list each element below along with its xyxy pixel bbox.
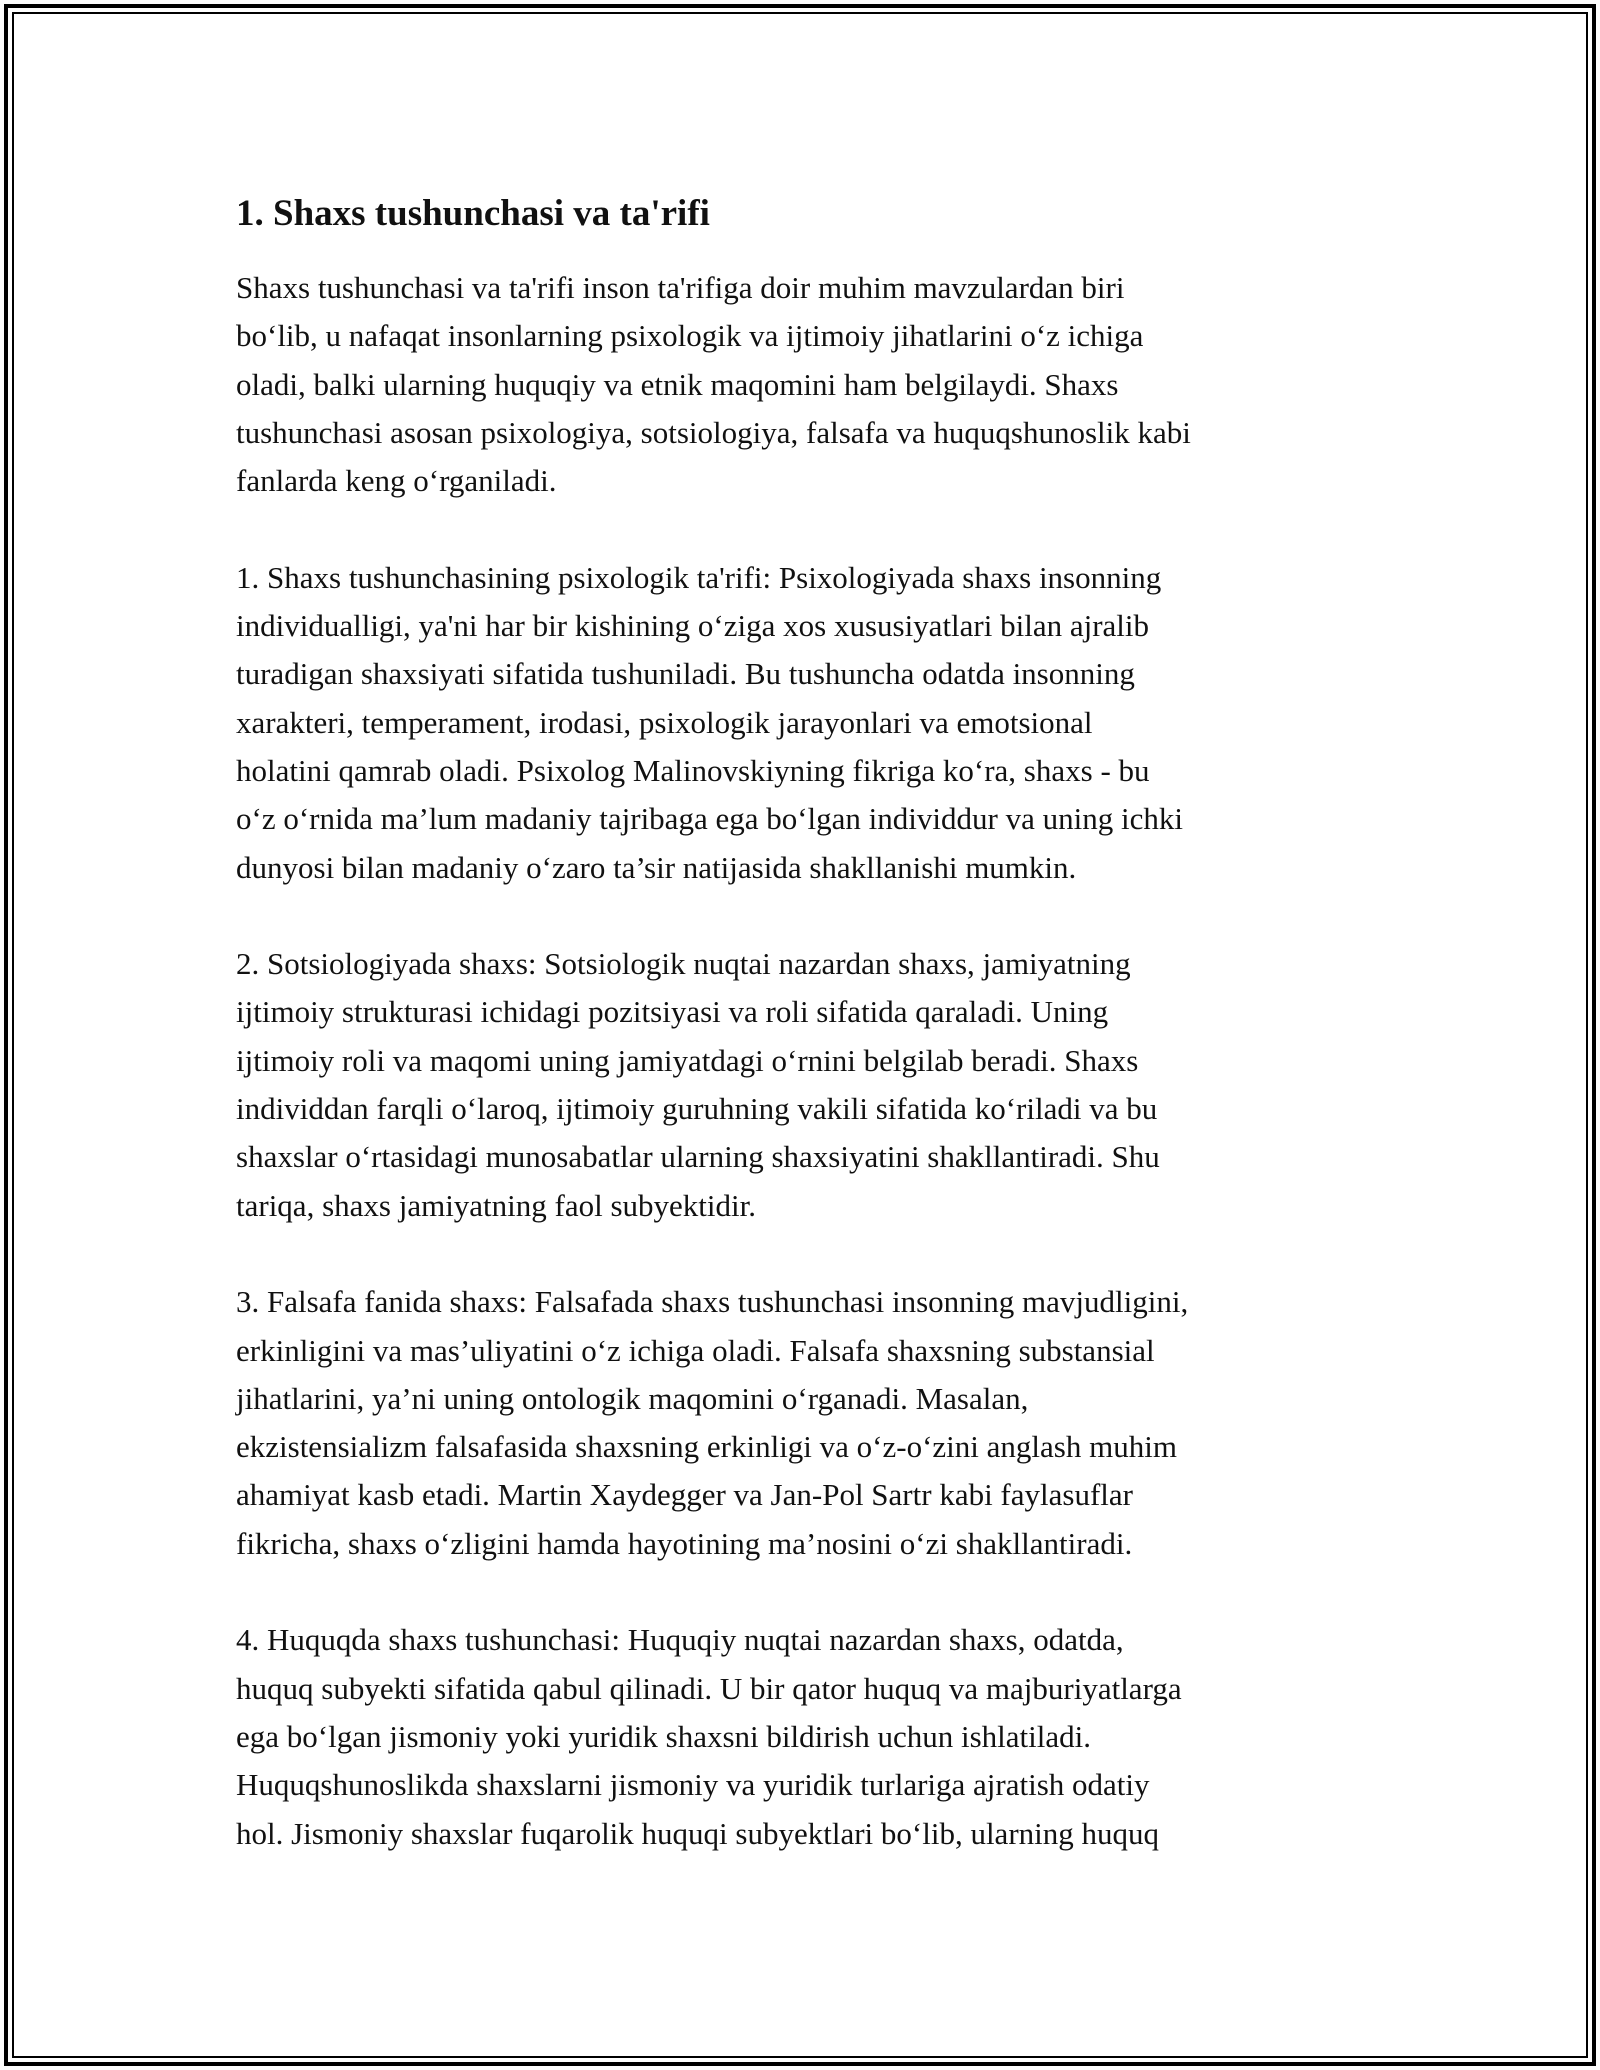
text-line: oladi, balki ularning huquqiy va etnik maqomini ham belgilaydi. Shaxs <box>236 366 1119 402</box>
text-line: tushunchasi asosan psixologiya, sotsiologiya, falsafa va huquqshunoslik kabi <box>236 414 1191 450</box>
text-line: ekzistensializm falsafasida shaxsning erkinligi va o‘z-o‘zini anglash muhim <box>236 1429 1177 1465</box>
text-line: 1. Shaxs tushunchasining psixologik ta'rifi: Psixologiyada shaxs insonning <box>236 559 1162 595</box>
text-line: individualligi, ya'ni har bir kishining o‘ziga xos xususiyatlari bilan ajralib <box>236 608 1150 644</box>
text-line: turadigan shaxsiyati sifatida tushuniladi. Bu tushuncha odatda insonning <box>236 656 1135 692</box>
text-line: bo‘lib, u nafaqat insonlarning psixologik va ijtimoiy jihatlarini o‘z ichiga <box>236 318 1144 354</box>
paragraph-psychology <box>236 554 1376 892</box>
text-line: 2. Sotsiologiyada shaxs: Sotsiologik nuqtai nazardan shaxs, jamiyatning <box>236 946 1131 982</box>
text-line: Huquqshunoslikda shaxslarni jismoniy va yuridik turlariga ajratish odatiy <box>236 1767 1150 1803</box>
document-page <box>236 186 1376 1906</box>
text-line: tariqa, shaxs jamiyatning faol subyektidir. <box>236 1187 757 1223</box>
paragraph-intro <box>236 264 1376 505</box>
text-line: 4. Huquqda shaxs tushunchasi: Huquqiy nuqtai nazardan shaxs, odatda, <box>236 1622 1124 1658</box>
text-line: jihatlarini, ya’ni uning ontologik maqomini o‘rganadi. Masalan, <box>236 1380 1029 1416</box>
text-line: huquq subyekti sifatida qabul qilinadi. U bir qator huquq va majburiyatlarga <box>236 1670 1182 1706</box>
text-line: o‘z o‘rnida ma’lum madaniy tajribaga ega bo‘lgan individdur va uning ichki <box>236 801 1183 837</box>
text-line: ijtimoiy roli va maqomi uning jamiyatdagi o‘rnini belgilab beradi. Shaxs <box>236 1042 1139 1078</box>
text-line: Shaxs tushunchasi va ta'rifi inson ta'rifiga doir muhim mavzulardan biri <box>236 270 1125 305</box>
text-line: fanlarda keng o‘rganiladi. <box>236 463 557 499</box>
text-line: hol. Jismoniy shaxslar fuqarolik huquqi subyektlari bo‘lib, ularning huquq <box>236 1815 1160 1851</box>
paragraph-law <box>236 1616 1376 1857</box>
page-title: 1. Shaxs tushunchasi va ta'rifi <box>236 193 710 234</box>
paragraph-philosophy <box>236 1278 1376 1568</box>
text-line: individdan farqli o‘laroq, ijtimoiy guruhning vakili sifatida ko‘riladi va bu <box>236 1091 1158 1127</box>
paragraph-sociology <box>236 940 1376 1230</box>
text-line: 3. Falsafa fanida shaxs: Falsafada shaxs tushunchasi insonning mavjudligini, <box>236 1284 1189 1320</box>
text-line: ijtimoiy strukturasi ichidagi pozitsiyasi va roli sifatida qaraladi. Uning <box>236 994 1109 1030</box>
text-line: ahamiyat kasb etadi. Martin Xaydegger va Jan-Pol Sartr kabi faylasuflar <box>236 1477 1133 1513</box>
text-line: shaxslar o‘rtasidagi munosabatlar ularning shaxsiyatini shakllantiradi. Shu <box>236 1139 1160 1175</box>
text-line: holatini qamrab oladi. Psixolog Malinovskiyning fikriga ko‘ra, shaxs - bu <box>236 752 1150 788</box>
text-line: fikricha, shaxs o‘zligini hamda hayotining ma’nosini o‘zi shakllantiradi. <box>236 1525 1133 1561</box>
text-line: ega bo‘lgan jismoniy yoki yuridik shaxsni bildirish uchun ishlatiladi. <box>236 1718 1091 1754</box>
text-line: dunyosi bilan madaniy o‘zaro ta’sir natijasida shakllanishi mumkin. <box>236 849 1077 885</box>
text-line: erkinligini va mas’uliyatini o‘z ichiga oladi. Falsafa shaxsning substansial <box>236 1332 1155 1368</box>
text-line: xarakteri, temperament, irodasi, psixologik jarayonlari va emotsional <box>236 704 1093 740</box>
